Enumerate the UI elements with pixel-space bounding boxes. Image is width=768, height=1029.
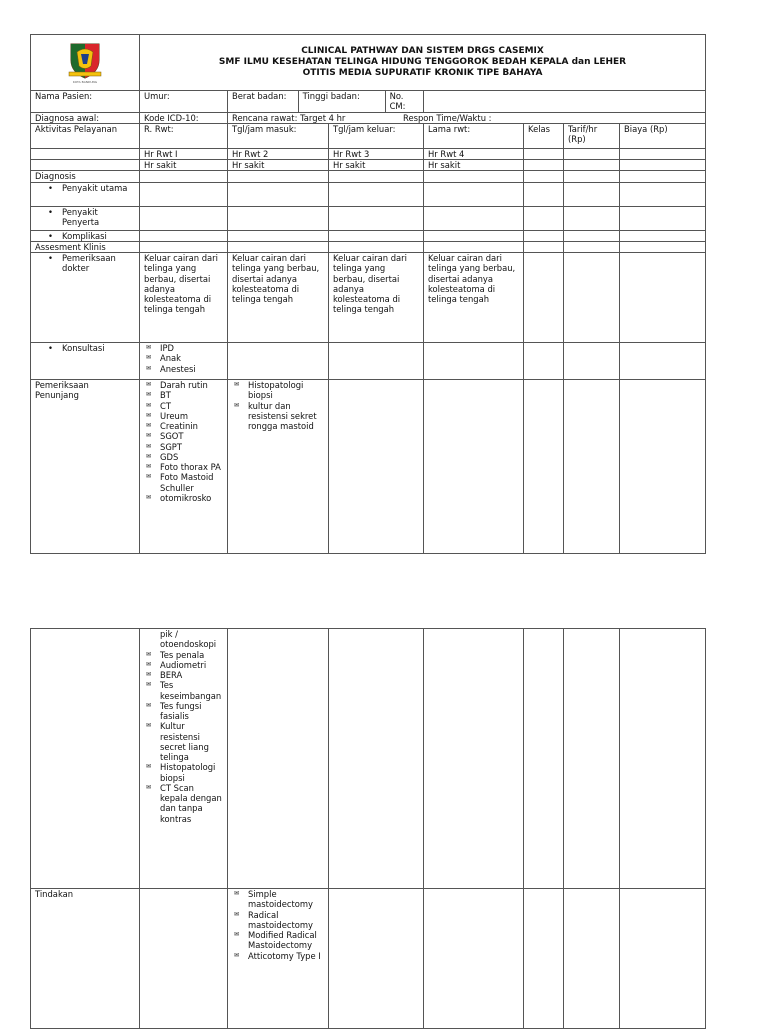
penunjang-item: ✉ SGOT xyxy=(144,431,223,441)
penunjang-item: ✉ Darah rutin xyxy=(144,380,223,390)
finding-day-4: Keluar cairan dari telinga yang berbau, disertai adanya kolesteatoma di telinga tengah xyxy=(424,253,524,343)
tindakan-item: ✉ Atticotomy Type I xyxy=(232,951,324,961)
hr-sakit-4: Hr sakit xyxy=(424,160,524,171)
berat-tinggi-cell xyxy=(228,91,424,113)
hr-rwt-3: Hr Rwt 3 xyxy=(329,148,424,159)
penunjang-item: ✉ CT Scan kepala dengan dan tanpa kontras xyxy=(144,783,223,824)
komplikasi-label: • Komplikasi xyxy=(35,231,135,241)
penyakit-penyerta-label: • Penyakit Penyerta xyxy=(35,207,135,228)
title-line-3: OTITIS MEDIA SUPURATIF KRONIK TIPE BAHAYA xyxy=(302,68,543,79)
asesmen-klinis-label: Assesment Klinis xyxy=(31,241,140,252)
hr-sakit-3: Hr sakit xyxy=(329,160,424,171)
finding-day-1: Keluar cairan dari telinga yang berbau, disertai adanya kolesteatoma di telinga tengah xyxy=(140,253,228,343)
penyakit-utama-label: • Penyakit utama xyxy=(35,183,135,193)
city-logo xyxy=(31,40,139,84)
clinical-pathway-table-continued xyxy=(30,628,706,1029)
penunjang-item: ✉ BT xyxy=(144,390,223,400)
berat-badan-label: Berat badan: xyxy=(228,91,299,112)
diagnosa-awal-label: Diagnosa awal: xyxy=(31,112,140,123)
logo-caption: KOTA BANDUNG xyxy=(72,80,98,85)
no-cm-label: No. CM: xyxy=(389,91,406,112)
finding-day-3: Keluar cairan dari telinga yang berbau, disertai adanya kolesteatoma di telinga tengah xyxy=(329,253,424,343)
konsultasi-label: • Konsultasi xyxy=(35,343,135,353)
r-rwt-header: R. Rwt: xyxy=(140,123,228,148)
tgl-masuk-header: Tgl/jam masuk: xyxy=(228,123,329,148)
tindakan-item: ✉ Simple mastoidectomy xyxy=(232,889,324,910)
hr-rwt-1: Hr Rwt I xyxy=(140,148,228,159)
penunjang-list-2 xyxy=(228,380,329,554)
penunjang-item: ✉ Histopatologi biopsi xyxy=(232,380,324,401)
coat-of-arms-icon xyxy=(65,42,105,80)
biaya-header: Biaya (Rp) xyxy=(620,123,706,148)
rencana-respon-cell xyxy=(228,112,706,123)
rencana-rawat-label: Rencana rawat: Target 4 hr xyxy=(232,112,346,123)
penunjang-item: ✉ Kultur resistensi secret liang telinga xyxy=(144,721,223,762)
pemeriksaan-penunjang-label: Pemeriksaan Penunjang xyxy=(31,380,140,554)
penunjang-item: ✉ Tes fungsi fasialis xyxy=(144,701,223,722)
pemeriksaan-dokter-label: • Pemeriksaan dokter xyxy=(35,253,135,274)
penunjang-item: ✉ SGPT xyxy=(144,442,223,452)
tindakan-list xyxy=(228,889,329,1029)
tinggi-badan-label: Tinggi badan: xyxy=(299,91,386,112)
penunjang-item: ✉ Tes penala xyxy=(144,650,223,660)
penunjang-item: ✉ otomikrosko xyxy=(144,493,223,503)
document-title xyxy=(140,35,706,91)
hr-sakit-1: Hr sakit xyxy=(140,160,228,171)
tindakan-label: Tindakan xyxy=(31,889,140,1029)
konsultasi-item: ✉ IPD xyxy=(144,343,223,353)
finding-day-2: Keluar cairan dari telinga yang berbau, disertai adanya kolesteatoma di telinga tengah xyxy=(228,253,329,343)
hr-rwt-4: Hr Rwt 4 xyxy=(424,148,524,159)
konsultasi-list xyxy=(140,343,228,380)
lama-rwt-header: Lama rwt: xyxy=(424,123,524,148)
penunjang-item: ✉ Audiometri xyxy=(144,660,223,670)
tgl-keluar-header: Tgl/jam keluar: xyxy=(329,123,424,148)
konsultasi-item: ✉ Anak xyxy=(144,353,223,363)
penunjang-item: ✉ Ureum xyxy=(144,411,223,421)
penunjang-item: ✉ BERA xyxy=(144,670,223,680)
tarif-header: Tarif/hr (Rp) xyxy=(564,123,620,148)
penunjang-list-1 xyxy=(140,380,228,554)
tindakan-item: ✉ Radical mastoidectomy xyxy=(232,910,324,931)
penunjang-item: ✉ Foto thorax PA xyxy=(144,462,223,472)
diagnosis-label: Diagnosis xyxy=(31,171,140,182)
penunjang-item: ✉ CT xyxy=(144,401,223,411)
penunjang-item: ✉ kultur dan resistensi sekret rongga mastoid xyxy=(232,401,324,432)
penunjang-item: ✉ GDS xyxy=(144,452,223,462)
penunjang-item: ✉ Histopatologi biopsi xyxy=(144,762,223,783)
title-line-2: SMF ILMU KESEHATAN TELINGA HIDUNG TENGGOROK BEDAH KEPALA dan LEHER xyxy=(218,56,627,67)
kode-icd-label: Kode ICD-10: xyxy=(140,112,228,123)
penunjang-list-continued xyxy=(140,629,228,889)
umur-label: Umur: xyxy=(140,91,228,113)
penunjang-item: ✉ Creatinin xyxy=(144,421,223,431)
penunjang-item-continued: pik / otoendoskopi xyxy=(160,629,217,650)
kelas-header: Kelas xyxy=(524,123,564,148)
respon-time-label: Respon Time/Waktu : xyxy=(403,112,492,123)
nama-pasien-label: Nama Pasien: xyxy=(31,91,140,113)
aktivitas-header: Aktivitas Pelayanan xyxy=(31,123,140,148)
hr-rwt-2: Hr Rwt 2 xyxy=(228,148,329,159)
konsultasi-item: ✉ Anestesi xyxy=(144,364,223,374)
tindakan-item: ✉ Modified Radical Mastoidectomy xyxy=(232,930,324,951)
hr-sakit-2: Hr sakit xyxy=(228,160,329,171)
title-line-1: CLINICAL PATHWAY DAN SISTEM DRGS CASEMIX xyxy=(301,45,544,56)
penunjang-item: ✉ Foto Mastoid Schuller xyxy=(144,472,223,493)
penunjang-item: ✉ Tes keseimbangan xyxy=(144,680,223,701)
clinical-pathway-table xyxy=(30,34,706,554)
logo-cell xyxy=(31,35,140,91)
